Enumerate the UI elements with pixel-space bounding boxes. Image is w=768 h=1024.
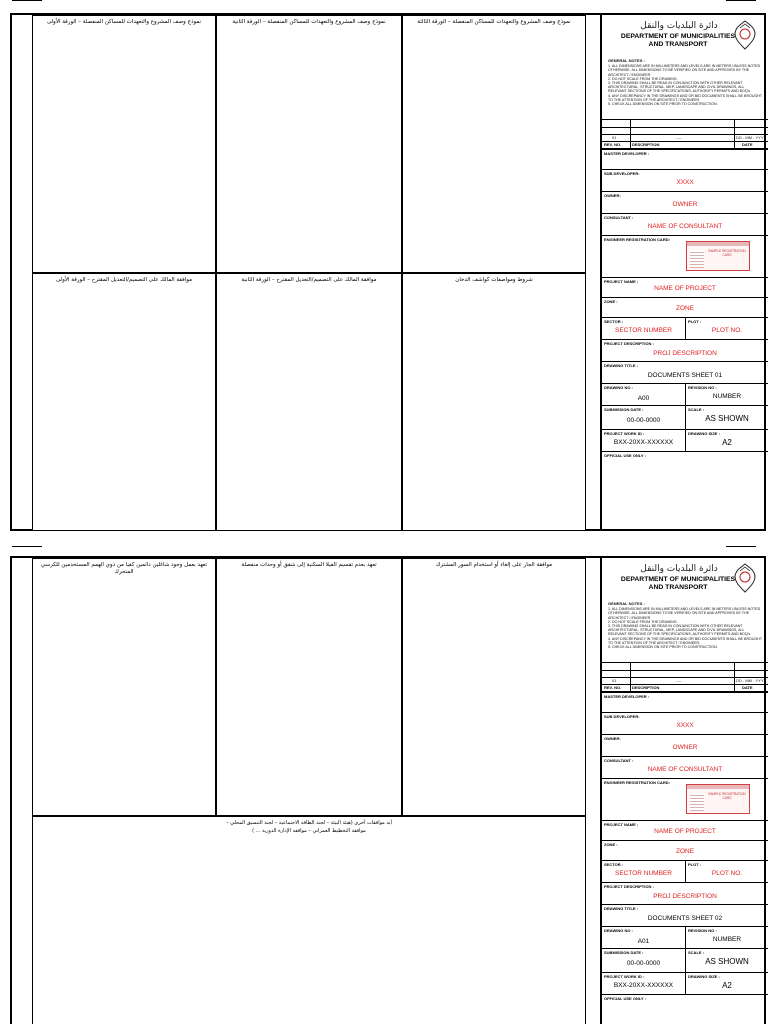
- general-notes: [608, 602, 762, 649]
- rev-number: 01: [612, 135, 617, 140]
- rev-head-no: REV. NO.: [604, 685, 622, 690]
- submission-date-value: 00-00-0000: [626, 417, 661, 424]
- dmt-logo: [602, 15, 768, 63]
- document-panel: [32, 15, 216, 273]
- panel-title: تعهد بعمل وجود شاغلين دائمين كقيا من ذوي الهمم المستخدمين للكرسي المتحرك: [40, 562, 208, 575]
- drawing-size-value: A2: [722, 438, 732, 447]
- document-panel: [402, 273, 586, 531]
- logo-line-2: AND TRANSPORT: [648, 41, 708, 48]
- project-work-id-value: BXX-20XX-XXXXXX: [613, 439, 674, 446]
- owner-field: OWNER: OWNER: [602, 191, 768, 213]
- plot-value: PLOT NO.: [711, 327, 743, 334]
- note-item: 1. ALL DIMENSIONS ARE IN MILLIMETERS AND LEVELS ARE IN METERS UNLESS NOTED OTHERWISE. ALL DIMENSIONS TO BE VERIFIED ON SITE AND APPROVED BY THE ARCHITECT / ENGINEER.: [608, 64, 761, 77]
- note-item: 4. ANY DISCREPANCY IN THE DRAWINGS AND OR BID DOCUMENTS SHALL BE BROUGHT TO THE ATTENTION OF THE ARCHITECT / ENGINEER.: [608, 93, 762, 102]
- consultant-field: CONSULTANT : NAME OF CONSULTANT: [602, 213, 768, 235]
- revision-table: [602, 119, 768, 149]
- zone-field: ZONE : ZONE: [602, 297, 768, 317]
- registration-card-image: SAMPLE REGISTRATION CARD: [686, 241, 750, 271]
- consultant-value: NAME OF CONSULTANT: [647, 223, 723, 230]
- panel-title: نموذج وصف المشروع والتعهدات للمساكن المنفصلة – الورقة الثانية: [232, 19, 386, 25]
- official-use-field: OFFICIAL USE ONLY :: [602, 994, 768, 1024]
- plot-value: PLOT NO.: [711, 870, 743, 877]
- document-panel: [402, 558, 586, 816]
- scale-value: AS SHOWN: [705, 957, 749, 966]
- owner-value: OWNER: [672, 201, 698, 208]
- work-id-size-field: PROJECT WORK ID : BXX-20XX-XXXXXX DRAWING SIZE : A2: [602, 972, 768, 994]
- zone-value: ZONE: [675, 305, 695, 312]
- note-item: 3. THIS DRAWING SHALL BE READ IN CONJUNCTION WITH OTHER RELEVANT ARCHITECTURAL, STRUCTURAL, MEP, LANDSCAPE AND CIVIL DRAWINGS, ALL RELEVANT SECTIONS OF THE SPECIFICATIONS, AUTHORITY PERMITS AND BOQ's.: [608, 81, 752, 94]
- drawing-title-value: DOCUMENTS SHEET 02: [647, 915, 723, 922]
- document-panel: [216, 273, 402, 531]
- registration-card-image: SAMPLE REGISTRATION CARD: [686, 784, 750, 814]
- revision-no-value: NUMBER: [712, 936, 742, 943]
- logo-line-2: AND TRANSPORT: [648, 584, 708, 591]
- project-description-value: PROJ DESCRIPTION: [653, 350, 717, 357]
- zone-value: ZONE: [675, 848, 695, 855]
- drawing-size-value: A2: [722, 981, 732, 990]
- consultant-value: NAME OF CONSULTANT: [647, 766, 723, 773]
- sector-value: SECTOR NUMBER: [615, 327, 672, 334]
- rev-description: ----: [676, 135, 682, 140]
- document-panel: [32, 558, 216, 816]
- work-id-size-field: PROJECT WORK ID : BXX-20XX-XXXXXX DRAWING SIZE : A2: [602, 429, 768, 451]
- panel-title: موافقة المالك على التصميم/التعديل المقترح – الورقة الأولى: [55, 277, 193, 283]
- sub-developer-field: SUB DEVELOPER: XXXX: [602, 712, 768, 734]
- logo-line-1: DEPARTMENT OF MUNICIPALITIES: [620, 33, 736, 40]
- revision-no-value: NUMBER: [712, 393, 742, 400]
- consultant-field: CONSULTANT : NAME OF CONSULTANT: [602, 756, 768, 778]
- title-block: [600, 558, 766, 1024]
- panel-title: نموذج وصف المشروع والتعهدات للمساكن المنفصلة – الورقة الثالثة: [417, 19, 571, 25]
- project-description-field: PROJECT DESCRIPTION : PROJ DESCRIPTION: [602, 339, 768, 361]
- sub-developer-value: XXXX: [676, 179, 694, 186]
- panel-title: أية موافقات أخرى (هيئة البيئة – لجنة الطاقة الاجتماعية – لجنة التنسيق المحلي – موافقة التخطيط العمراني – موافقة الإدارة الدورية ... ): [226, 820, 392, 834]
- scale-value: AS SHOWN: [705, 414, 749, 423]
- rev-number: 01: [612, 678, 617, 683]
- rev-description: ----: [676, 678, 682, 683]
- master-developer-field: MASTER DEVELOPER :: [602, 149, 768, 169]
- master-developer-field: MASTER DEVELOPER :: [602, 692, 768, 712]
- drawing-sheet-2: [10, 556, 766, 1024]
- document-panel-wide: [32, 816, 586, 1024]
- notes-title: GENERAL NOTES :: [608, 58, 645, 63]
- rev-head-date: DATE: [742, 685, 753, 690]
- revision-table: [602, 662, 768, 692]
- project-name-field: PROJECT NAME : NAME OF PROJECT: [602, 277, 768, 297]
- panel-title: شروط ومواصفات كواشف الدخان: [455, 277, 533, 283]
- drawing-title-value: DOCUMENTS SHEET 01: [647, 372, 723, 379]
- project-name-value: NAME OF PROJECT: [654, 285, 716, 292]
- logo-arabic-text: دائرة البلديات والنقل: [640, 564, 718, 574]
- owner-value: OWNER: [672, 744, 698, 751]
- drawing-revision-field: DRAWING NO : A01 REVISION NO : NUMBER: [602, 926, 768, 948]
- title-block: [600, 15, 766, 529]
- drawing-no-value: A01: [637, 938, 650, 945]
- drawing-title-field: DRAWING TITLE : DOCUMENTS SHEET 02: [602, 904, 768, 926]
- rev-date: DD - MM - YYYY: [736, 135, 767, 140]
- sub-developer-value: XXXX: [676, 722, 694, 729]
- zone-field: ZONE : ZONE: [602, 840, 768, 860]
- project-description-field: PROJECT DESCRIPTION : PROJ DESCRIPTION: [602, 882, 768, 904]
- panel-title: موافقة الجار على إلغاء أو استخدام السور المشترك: [435, 562, 553, 568]
- sector-value: SECTOR NUMBER: [615, 870, 672, 877]
- document-panel: [32, 273, 216, 531]
- date-scale-field: SUBMISSION DATE : 00-00-0000 SCALE : AS SHOWN: [602, 948, 768, 972]
- rev-head-no: REV. NO.: [604, 142, 622, 147]
- note-item: 1. ALL DIMENSIONS ARE IN MILLIMETERS AND LEVELS ARE IN METERS UNLESS NOTED OTHERWISE. ALL DIMENSIONS TO BE VERIFIED ON SITE AND APPROVED BY THE ARCHITECT / ENGINEER.: [608, 607, 761, 620]
- official-use-field: OFFICIAL USE ONLY :: [602, 451, 768, 529]
- note-item: 4. ANY DISCREPANCY IN THE DRAWINGS AND OR BID DOCUMENTS SHALL BE BROUGHT TO THE ATTENTION OF THE ARCHITECT / ENGINEER.: [608, 636, 762, 645]
- general-notes: [608, 59, 762, 106]
- date-scale-field: SUBMISSION DATE : 00-00-0000 SCALE : AS SHOWN: [602, 405, 768, 429]
- submission-date-value: 00-00-0000: [626, 960, 661, 967]
- sector-plot-field: SECTOR : SECTOR NUMBER PLOT : PLOT NO.: [602, 860, 768, 882]
- owner-field: OWNER: OWNER: [602, 734, 768, 756]
- trim-mark: [726, 0, 756, 1]
- note-item: 2. DO NOT SCALE FROM THE DRAWING.: [608, 619, 678, 624]
- panel-title: نموذج وصف المشروع والتعهدات للمساكن المنفصلة – الورقة الأولى: [46, 19, 202, 25]
- drawing-revision-field: DRAWING NO : A00 REVISION NO : NUMBER: [602, 383, 768, 405]
- trim-mark: [12, 0, 42, 1]
- emblem-icon: [732, 19, 758, 51]
- engineer-card-field: ENGINEER REGISTRATION CARD: SAMPLE REGISTRATION CARD: [602, 778, 768, 820]
- note-item: 5. CHECK ALL DIMENSION ON SITE PRIOR TO CONSTRUCTION.: [608, 102, 718, 107]
- engineer-card-field: ENGINEER REGISTRATION CARD: SAMPLE REGISTRATION CARD: [602, 235, 768, 277]
- project-description-value: PROJ DESCRIPTION: [653, 893, 717, 900]
- logo-arabic-text: دائرة البلديات والنقل: [640, 21, 718, 31]
- panel-title: تعهد بعدم تقسيم الفيلا السكنية إلى شقق أو وحدات منفصلة: [241, 562, 377, 568]
- notes-title: GENERAL NOTES :: [608, 601, 645, 606]
- note-item: 2. DO NOT SCALE FROM THE DRAWING.: [608, 76, 678, 81]
- drawing-no-value: A00: [637, 395, 650, 402]
- drawing-sheet-1: [10, 13, 766, 531]
- project-work-id-value: BXX-20XX-XXXXXX: [613, 982, 674, 989]
- dmt-logo: [602, 558, 768, 606]
- rev-head-date: DATE: [742, 142, 753, 147]
- document-panel: [402, 15, 586, 273]
- document-panel: [216, 15, 402, 273]
- note-item: 3. THIS DRAWING SHALL BE READ IN CONJUNCTION WITH OTHER RELEVANT ARCHITECTURAL, STRUCTURAL, MEP, LANDSCAPE AND CIVIL DRAWINGS, ALL RELEVANT SECTIONS OF THE SPECIFICATIONS, AUTHORITY PERMITS AND BOQ's.: [608, 624, 752, 637]
- trim-mark: [726, 546, 756, 547]
- project-name-field: PROJECT NAME : NAME OF PROJECT: [602, 820, 768, 840]
- rev-head-desc: DESCRIPTION: [632, 685, 660, 690]
- rev-head-desc: DESCRIPTION: [632, 142, 660, 147]
- sub-developer-field: SUB DEVELOPER: XXXX: [602, 169, 768, 191]
- note-item: 5. CHECK ALL DIMENSION ON SITE PRIOR TO CONSTRUCTION.: [608, 645, 718, 650]
- trim-mark: [12, 546, 42, 547]
- logo-line-1: DEPARTMENT OF MUNICIPALITIES: [620, 576, 736, 583]
- document-panel: [216, 558, 402, 816]
- drawing-title-field: DRAWING TITLE : DOCUMENTS SHEET 01: [602, 361, 768, 383]
- panel-title: موافقة المالك على التصميم/التعديل المقترح – الورقة الثانية: [241, 277, 377, 283]
- project-name-value: NAME OF PROJECT: [654, 828, 716, 835]
- sector-plot-field: SECTOR : SECTOR NUMBER PLOT : PLOT NO.: [602, 317, 768, 339]
- rev-date: DD - MM - YYYY: [736, 678, 767, 683]
- emblem-icon: [732, 562, 758, 594]
